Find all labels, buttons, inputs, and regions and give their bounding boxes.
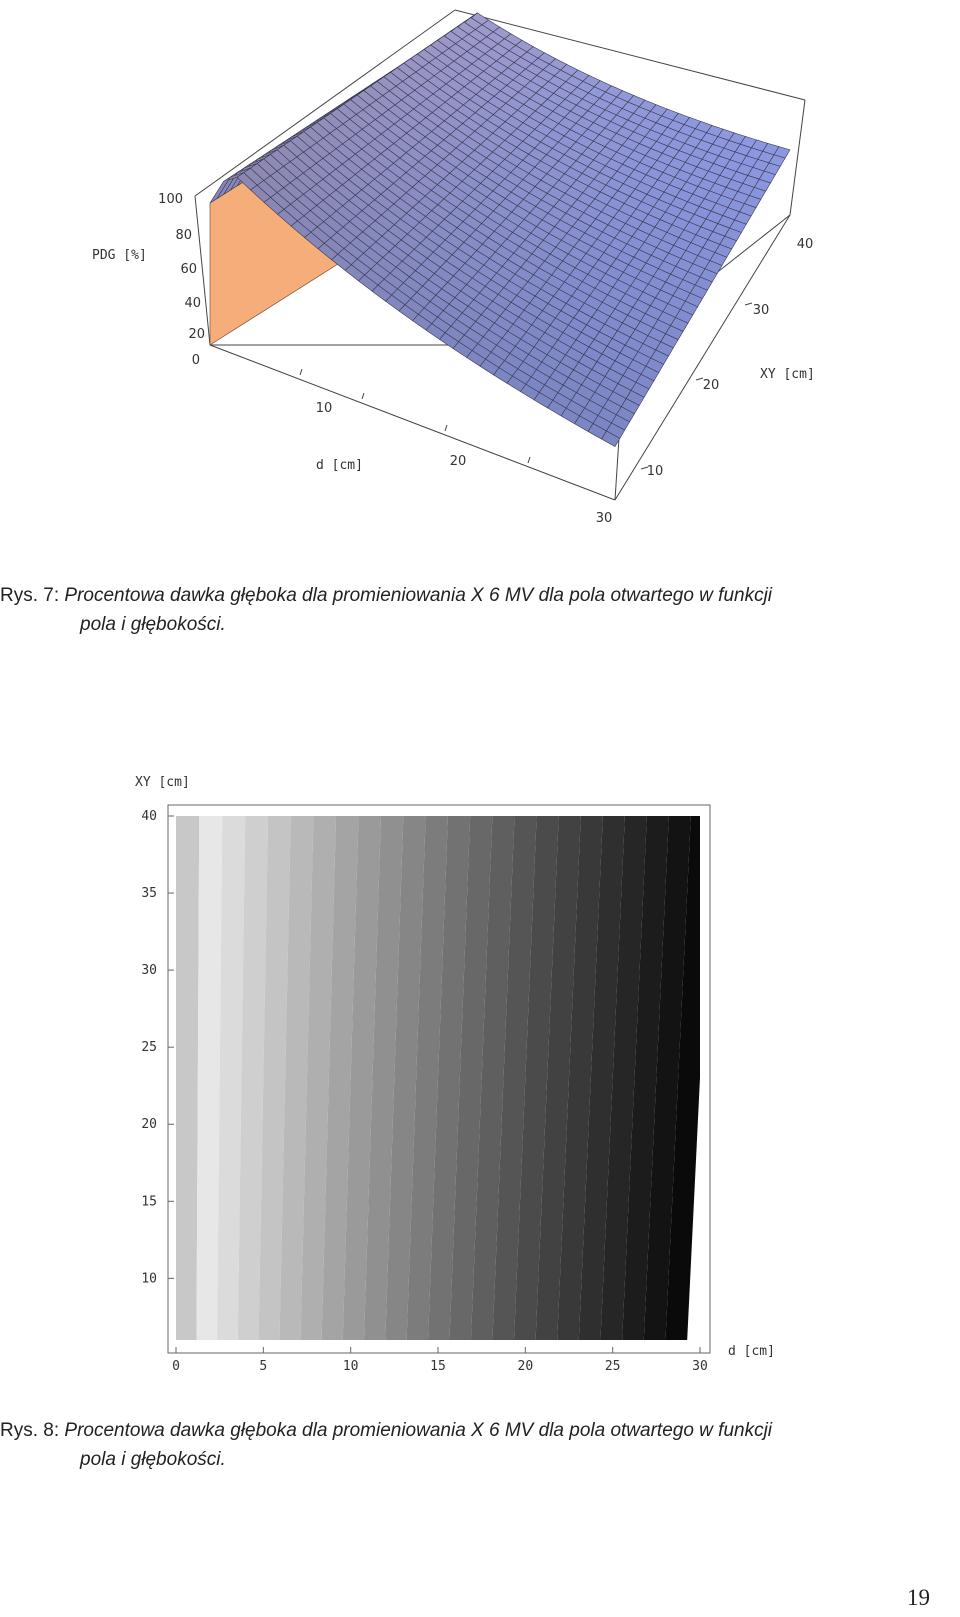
y-tick: 40 — [796, 237, 814, 252]
x-tick-label: 25 — [604, 1359, 621, 1374]
contour-bands — [176, 816, 700, 1340]
x-tick-label: 30 — [692, 1359, 708, 1374]
x-tick: 30 — [595, 511, 613, 526]
caption-text: Procentowa dawka głęboka dla promieniowania X 6 MV dla pola otwartego w funkcji — [64, 585, 773, 606]
y-axis-label: XY [cm] — [135, 775, 190, 790]
y-tick-label: 20 — [141, 1117, 157, 1133]
caption-label: Rys. 8: — [0, 1420, 60, 1441]
z-tick: 40 — [184, 296, 201, 311]
z-tick: 100 — [158, 192, 183, 207]
x-axis-label: d [cm] — [728, 1344, 775, 1359]
x-axis-label: d [cm] — [316, 458, 363, 473]
surface-plot — [0, 0, 960, 560]
z-tick: 20 — [188, 327, 205, 342]
caption-continuation: pola i głębokości. — [80, 614, 226, 635]
y-tick: 30 — [752, 303, 770, 318]
x-tick: 20 — [449, 454, 467, 469]
y-tick-label: 15 — [141, 1194, 157, 1210]
page-number: 19 — [907, 1585, 930, 1610]
caption-continuation: pola i głębokości. — [80, 1449, 226, 1470]
contour-band — [176, 816, 199, 1340]
x-tick: 10 — [315, 401, 333, 416]
contour-plot — [0, 760, 960, 1390]
y-tick-label: 30 — [141, 963, 157, 979]
y-tick-label: 35 — [141, 886, 157, 902]
caption-text: Procentowa dawka głęboka dla promieniowania X 6 MV dla pola otwartego w funkcji — [64, 1420, 773, 1441]
caption-label: Rys. 7: — [0, 585, 60, 606]
figure-caption-7 — [0, 581, 960, 639]
z-tick: 60 — [180, 262, 197, 277]
x-tick-label: 15 — [430, 1359, 446, 1374]
y-tick-label: 25 — [141, 1040, 157, 1056]
y-axis-label: XY [cm] — [760, 367, 815, 382]
x-tick-label: 10 — [342, 1359, 359, 1374]
z-tick: 0 — [191, 353, 200, 368]
y-tick-label: 10 — [141, 1271, 157, 1287]
y-tick: 10 — [646, 464, 664, 479]
z-tick: 80 — [175, 228, 192, 243]
z-axis-label: PDG [%] — [92, 248, 147, 263]
x-tick-label: 20 — [517, 1359, 534, 1374]
y-tick: 20 — [702, 378, 720, 393]
figure-caption-8 — [0, 1416, 960, 1474]
x-tick-label: 5 — [259, 1359, 268, 1374]
y-tick-label: 40 — [141, 809, 157, 824]
x-tick-label: 0 — [172, 1359, 180, 1374]
